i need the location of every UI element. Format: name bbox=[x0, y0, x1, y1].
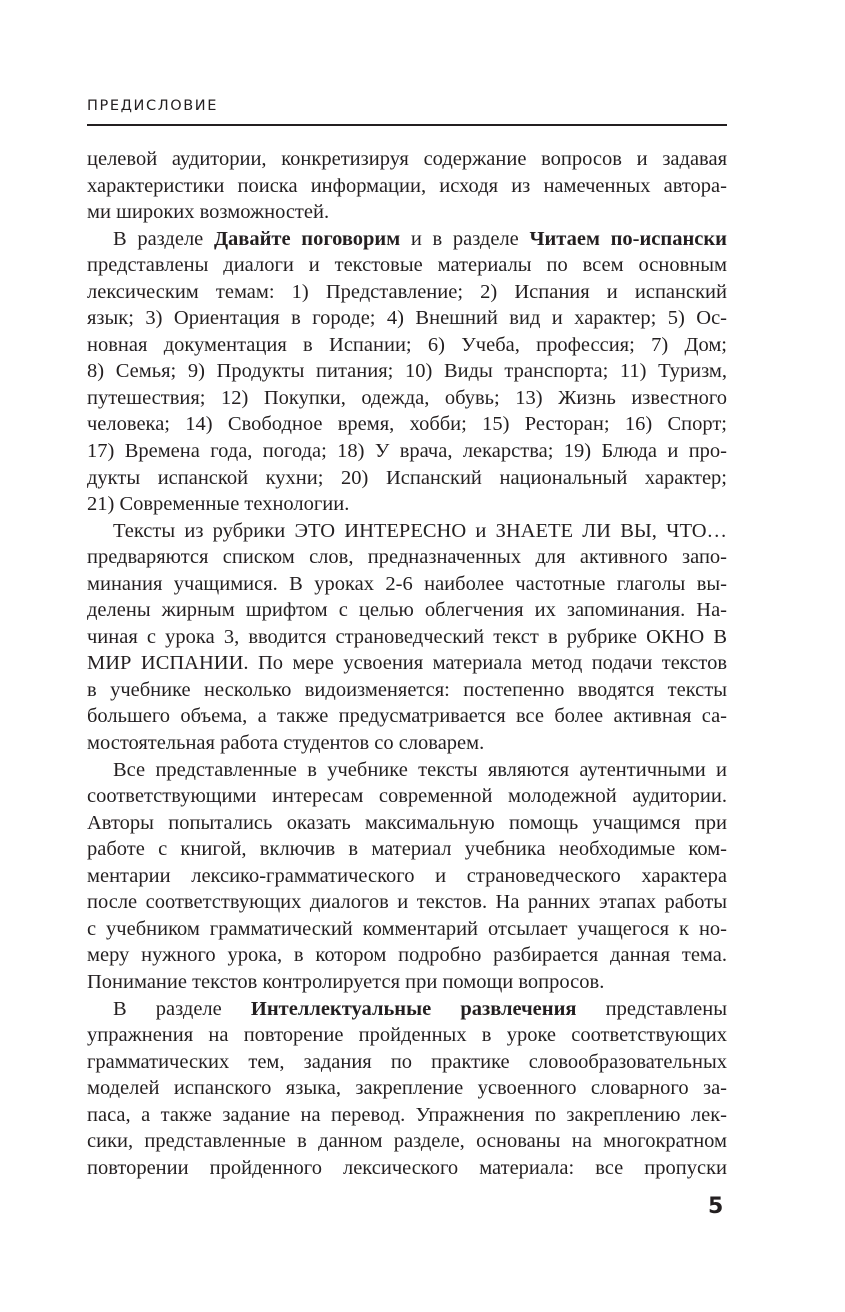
text-segment: целевой аудитории, конкретизируя содержание вопросов и задавая bbox=[87, 148, 727, 170]
text-segment: лексическим темам: 1) Представление; 2) Испания и испанский bbox=[87, 280, 727, 303]
text-segment: меру нужного урока, в котором подробно разбирается данная тема. bbox=[87, 944, 727, 967]
text-segment: представлены диалоги и текстовые материалы по всем основным bbox=[87, 254, 727, 277]
text-line bbox=[87, 1022, 727, 1049]
text-line bbox=[87, 783, 727, 810]
text-segment: человека; 14) Свободное время, хобби; 15) Ресторан; 16) Спорт; bbox=[87, 413, 727, 436]
text-segment: соответствующими интересам современной молодежной аудитории. bbox=[87, 785, 727, 808]
text-line bbox=[87, 650, 727, 677]
text-line bbox=[87, 518, 727, 545]
page-number: 5 bbox=[708, 1194, 724, 1219]
text-line bbox=[87, 969, 727, 996]
text-segment: Понимание текстов контролируется при помощи вопросов. bbox=[87, 970, 605, 993]
text-segment: чиная с урока 3, вводится страноведческий текст в рубрике ОКНО В bbox=[87, 625, 727, 648]
text-line bbox=[87, 146, 727, 173]
text-line bbox=[87, 1128, 727, 1155]
text-line bbox=[87, 465, 727, 492]
text-line bbox=[87, 597, 727, 624]
text-line bbox=[87, 916, 727, 943]
text-segment: делены жирным шрифтом с целью облегчения их запоминания. На- bbox=[87, 599, 727, 622]
text-line bbox=[87, 226, 727, 253]
text-line bbox=[87, 757, 727, 784]
text-line bbox=[87, 810, 727, 837]
text-line bbox=[87, 438, 727, 465]
text-segment: представлены bbox=[576, 997, 728, 1020]
header-rule bbox=[87, 124, 727, 126]
text-segment: Авторы попытались оказать максимальную помощь учащимся при bbox=[87, 811, 727, 834]
text-segment: повторении пройденного лексического материала: все пропуски bbox=[87, 1156, 727, 1179]
text-segment: сики, представленные в данном разделе, основаны на многократном bbox=[87, 1130, 727, 1153]
text-segment: паса, а также задание на перевод. Упражнения по закреплению лек- bbox=[87, 1103, 727, 1126]
text-segment: минания учащимися. В уроках 2-6 наиболее частотные глаголы вы- bbox=[87, 572, 727, 595]
running-header: ПРЕДИСЛОВИЕ bbox=[87, 98, 218, 114]
text-segment: в учебнике несколько видоизменяется: постепенно вводятся тексты bbox=[87, 678, 727, 701]
paragraph bbox=[87, 226, 727, 518]
text-line bbox=[87, 332, 727, 359]
text-line bbox=[87, 703, 727, 730]
text-segment: новная документация в Испании; 6) Учеба, профессия; 7) Дом; bbox=[87, 333, 727, 356]
text-segment: большего объема, а также предусматривается все более активная са- bbox=[87, 705, 727, 728]
text-line bbox=[87, 305, 727, 332]
text-segment: предваряются списком слов, предназначенных для активного запо- bbox=[87, 546, 727, 569]
text-line bbox=[87, 996, 727, 1023]
bold-section-name: Интеллектуальные развлечения bbox=[250, 997, 577, 1020]
text-line bbox=[87, 544, 727, 571]
text-segment: работе с книгой, включив в материал учебника необходимые ком- bbox=[87, 838, 727, 861]
text-line bbox=[87, 1102, 727, 1129]
text-segment: и в разделе bbox=[400, 227, 530, 250]
paragraph bbox=[87, 518, 727, 757]
text-segment: МИР ИСПАНИИ. По мере усвоения материала метод подачи текстов bbox=[87, 652, 727, 675]
text-line bbox=[87, 863, 727, 890]
bold-section-name: Читаем по-испански bbox=[529, 227, 727, 250]
text-segment: с учебником грамматический комментарий отсылает учащегося к но- bbox=[87, 917, 727, 940]
text-segment: путешествия; 12) Покупки, одежда, обувь; 13) Жизнь известного bbox=[87, 386, 727, 409]
text-line bbox=[87, 411, 727, 438]
text-line bbox=[87, 677, 727, 704]
text-line bbox=[87, 199, 727, 226]
text-segment: 17) Времена года, погода; 18) У врача, лекарства; 19) Блюда и про- bbox=[87, 440, 727, 463]
text-segment: характеристики поиска информации, исходя из намеченных автора- bbox=[87, 174, 727, 197]
text-line bbox=[87, 1049, 727, 1076]
text-line bbox=[87, 836, 727, 863]
text-line bbox=[87, 889, 727, 916]
text-segment: ментарии лексико-грамматического и страноведческого характера bbox=[87, 864, 727, 887]
text-line bbox=[87, 571, 727, 598]
text-segment: моделей испанского языка, закрепление усвоенного словарного за- bbox=[87, 1077, 727, 1100]
text-line bbox=[87, 624, 727, 651]
text-segment: 8) Семья; 9) Продукты питания; 10) Виды транспорта; 11) Туризм, bbox=[87, 360, 727, 383]
text-segment: язык; 3) Ориентация в городе; 4) Внешний вид и характер; 5) Ос- bbox=[87, 307, 727, 330]
text-segment: 21) Современные технологии. bbox=[87, 493, 350, 516]
text-segment: упражнения на повторение пройденных в уроке соответствующих bbox=[87, 1024, 727, 1047]
text-line bbox=[87, 279, 727, 306]
text-line bbox=[87, 385, 727, 412]
text-line bbox=[87, 730, 727, 757]
text-line bbox=[87, 942, 727, 969]
bold-section-name: Давайте поговорим bbox=[213, 227, 401, 250]
text-segment: грамматических тем, задания по практике словообразовательных bbox=[87, 1050, 727, 1073]
body-text bbox=[87, 146, 727, 1181]
text-line bbox=[87, 173, 727, 200]
text-segment: В разделе bbox=[113, 227, 214, 250]
text-segment: Тексты из рубрики ЭТО ИНТЕРЕСНО и ЗНАЕТЕ ЛИ ВЫ, ЧТО… bbox=[113, 519, 727, 542]
text-line bbox=[87, 1155, 727, 1182]
text-segment: В разделе bbox=[113, 997, 251, 1020]
paragraph bbox=[87, 146, 727, 226]
text-line bbox=[87, 1075, 727, 1102]
text-segment: после соответствующих диалогов и текстов. На ранних этапах работы bbox=[87, 891, 727, 914]
text-line bbox=[87, 252, 727, 279]
text-segment: дукты испанской кухни; 20) Испанский национальный характер; bbox=[87, 466, 727, 489]
text-segment: мостоятельная работа студентов со словарем. bbox=[87, 732, 485, 755]
text-line bbox=[87, 358, 727, 385]
paragraph bbox=[87, 757, 727, 996]
text-segment: ми широких возможностей. bbox=[87, 201, 330, 224]
text-segment: Все представленные в учебнике тексты являются аутентичными и bbox=[113, 758, 727, 781]
text-line bbox=[87, 491, 727, 518]
paragraph bbox=[87, 996, 727, 1182]
